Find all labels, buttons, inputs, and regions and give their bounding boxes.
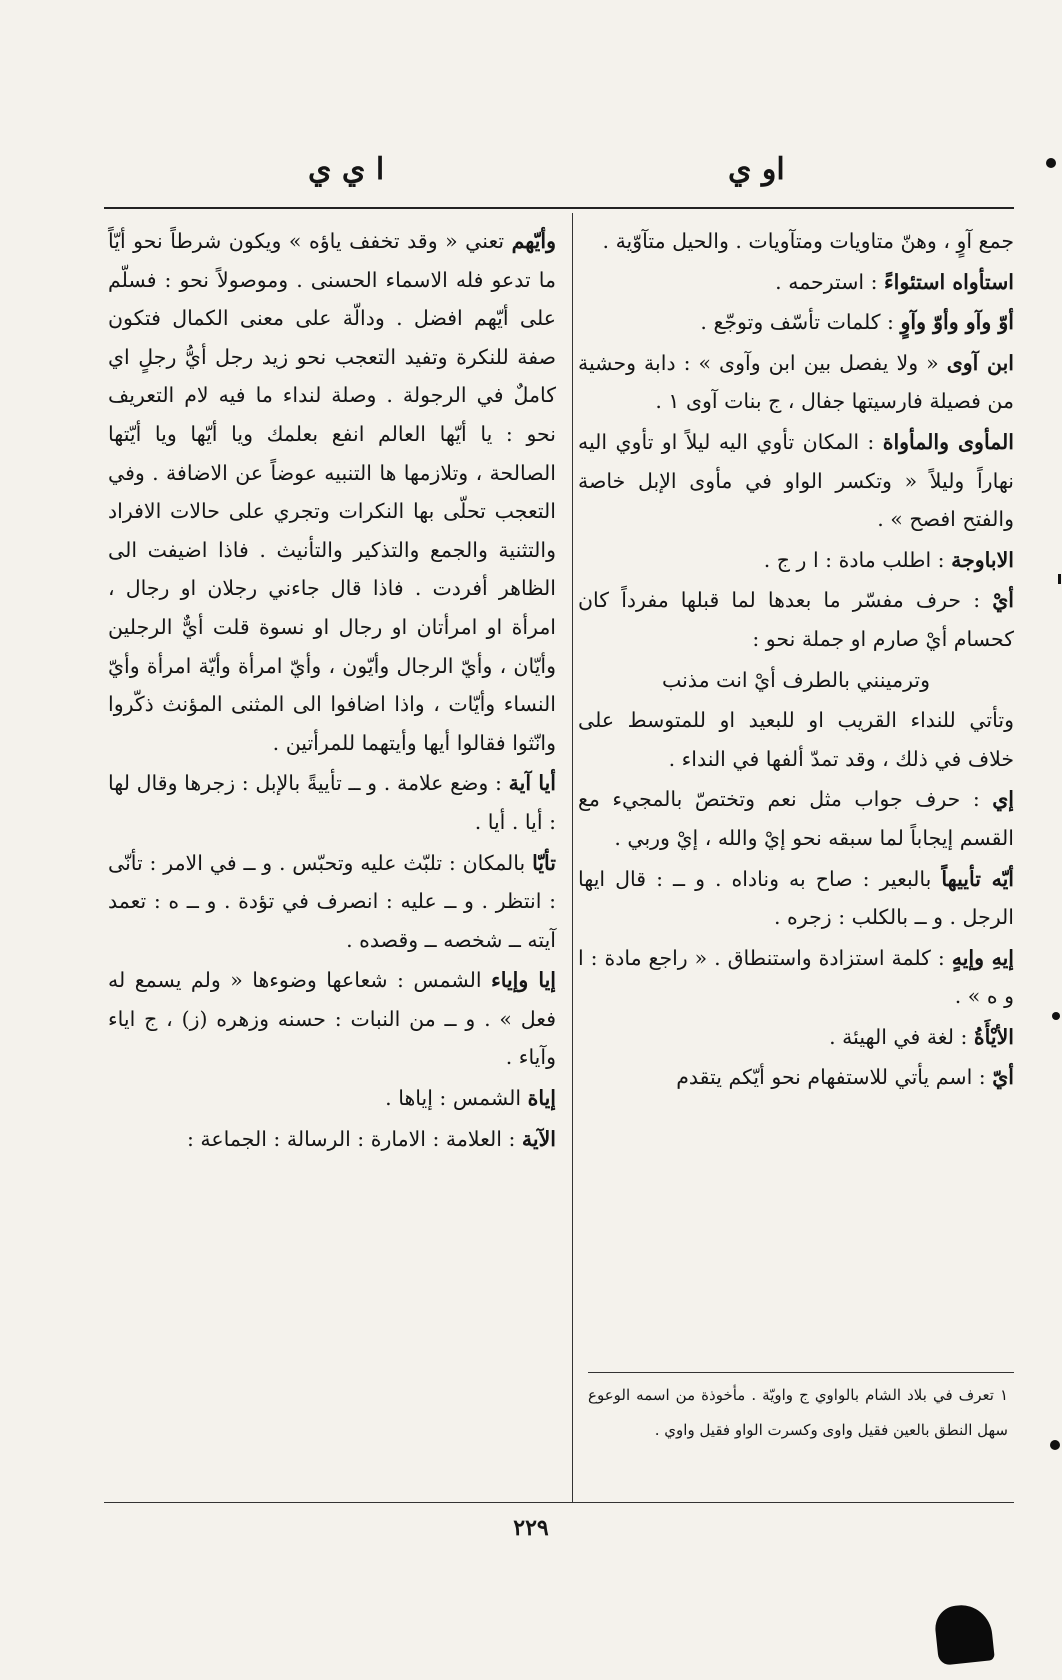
entry xyxy=(578,423,1014,539)
margin-mark xyxy=(1050,1440,1060,1450)
definition: الشمس : إياها . xyxy=(385,1086,522,1111)
definition: : كلمة استزادة واستنطاق . « راجع مادة : ا و ه » . xyxy=(578,945,1014,1009)
headword: وأيّهم xyxy=(511,229,556,253)
headword: أيّه تأييهاً xyxy=(941,866,1014,891)
headword: الأيْأَةُ xyxy=(973,1024,1014,1049)
entry xyxy=(108,844,556,960)
entry xyxy=(108,961,556,1077)
entry xyxy=(108,1120,556,1159)
running-header-right: او ي xyxy=(728,152,785,187)
headword: إي xyxy=(992,787,1014,812)
margin-mark xyxy=(1058,574,1061,584)
headword: الاباوجة xyxy=(951,547,1014,572)
definition: بالبعير : صاح به وناداه . و ــ : قال ايها الرجل . و ــ بالكلب : زجره . xyxy=(578,866,1014,930)
headword: أيا آية xyxy=(508,771,556,796)
column-divider xyxy=(572,213,573,1503)
definition: : كلمات تأسّف وتوجّع . xyxy=(700,310,894,335)
entry xyxy=(578,1018,1014,1057)
definition: وترمينني بالطرف أيْ انت مذنب xyxy=(661,667,931,692)
definition: : لغة في الهيئة . xyxy=(829,1024,968,1049)
entry xyxy=(578,344,1014,421)
definition: : استرحمه . xyxy=(775,269,878,294)
definition: وتأتي للنداء القريب او للبعيد او للمتوسط على خلاف في ذلك ، وقد تمدّ ألفها في النداء . xyxy=(578,708,1014,771)
right-column xyxy=(578,222,1014,1099)
ink-blot xyxy=(933,1602,995,1666)
definition: : حرف جواب مثل نعم وتختصّ بالمجيء مع القسم إيجاباً لما سبقه نحو إيْ والله ، إيْ وربي . xyxy=(578,787,1014,850)
entry xyxy=(578,541,1014,580)
headword: إياة xyxy=(527,1086,556,1111)
footnote: ١ تعرف في بلاد الشام بالواوي ج واويّة . مأخوذة من اسمه الوعوع سهل النطق بالعين فقيل واوى وكسرت الواو فقيل واوي . xyxy=(588,1386,1008,1439)
definition: : العلامة : الامارة : الرسالة : الجماعة : xyxy=(187,1126,516,1151)
left-column xyxy=(108,222,556,1160)
entry xyxy=(108,764,556,841)
definition: : وضع علامة . و ــ تأييةً بالإبل : زجرها وقال لها : أيا . أيا . xyxy=(108,771,556,834)
definition: « ولا يفصل بين ابن وآوى » : دابة وحشية من فصيلة فارسيتها جفال ، ج بنات آوى ١ . xyxy=(578,350,1014,414)
entry xyxy=(578,581,1014,658)
page-number: ٢٢٩ xyxy=(513,1515,549,1541)
entry xyxy=(578,303,1014,342)
entry xyxy=(578,222,1014,261)
headword: ابن آوى xyxy=(946,350,1014,375)
entry xyxy=(578,1058,1014,1097)
entry xyxy=(578,701,1014,778)
definition: : حرف مفسّر ما بعدها لما قبلها مفرداً كان كحسام أيْ صارم او جملة نحو : xyxy=(578,588,1014,651)
definition: : المكان تأوي اليه ليلاً او تأوي اليه نهاراً وليلاً « وتكسر الواو في مأوى الإبل خاصة والفتح افصح » . xyxy=(578,429,1014,532)
entry xyxy=(578,263,1014,302)
entry xyxy=(578,939,1014,1016)
headword: أيْ xyxy=(992,588,1014,613)
entry xyxy=(578,780,1014,857)
margin-mark xyxy=(1046,158,1056,168)
headword: أيّ xyxy=(992,1065,1014,1090)
headword: استأواه استئواءً xyxy=(884,269,1014,294)
headword: أوّ وآو وأوّ وآوٍ xyxy=(900,310,1014,335)
entry xyxy=(108,1079,556,1118)
bottom-rule xyxy=(104,1502,1014,1503)
header-rule xyxy=(104,207,1014,209)
entry xyxy=(578,860,1014,937)
headword: المأوى والمأواة xyxy=(882,429,1014,454)
verse-example xyxy=(578,661,1014,700)
definition: : اطلب مادة : ا ر ج . xyxy=(763,547,945,572)
definition: الشمس : شعاعها وضوءها « ولم يسمع له فعل » . و ــ من النبات : حسنه وزهره (ز) ، ج اياء وآياء . xyxy=(108,968,556,1070)
headword: الآية xyxy=(521,1126,556,1151)
definition: جمع آوٍ ، وهنّ متاويات ومتآويات . والحيل متآوّية . xyxy=(602,229,1014,253)
definition: : اسم يأتي للاستفهام نحو أيّكم يتقدم xyxy=(676,1065,986,1090)
headword: إيهِ وإيهٍ xyxy=(951,945,1014,970)
headword: تأيّا xyxy=(532,850,556,875)
footnote-rule xyxy=(588,1372,1014,1373)
running-header-left: ا ي ي xyxy=(308,152,385,187)
entry xyxy=(108,222,556,762)
definition: بالمكان : تلبّث عليه وتحبّس . و ــ في الامر : تأنّى : انتظر . و ــ عليه : انصرف في تؤدة . و ــ ه : تعمد آيته ــ شخصه ــ وقصده . xyxy=(108,850,556,952)
headword: إيا وإياء xyxy=(491,968,556,993)
margin-mark xyxy=(1052,1012,1060,1020)
definition: تعني « وقد تخفف ياؤه » ويكون شرطاً نحو أيّاً ما تدعو فله الاسماء الحسنى . وموصولاً نحو : فسلّم على أيّهم افضل . ودالّة على معنى الكمال فتكون صفة للنكرة وتفيد التعجب نحو زيد رجل أيُّ رجلٍ اي كاملٌ في الرجولة . وصلة لنداء ما فيه لام التعريف نحو : يا أيّها العالم انفع بعلمك ويا أيّها ويا أيّتها الصالحة ، وتلازمها ها التنبيه عوضاً عن الاضافة . وفي التعجب تحلّى بها النكرات وتجري على حالات الافراد والتثنية والجمع والتذكير والتأنيث . فاذا اضيفت الى الظاهر أفردت . فاذا قال جاءني رجلان او رجال ، امرأة او امرأتان او رجال او نسوة قلت أيٌّ الرجلين وأيّان ، وأيّ الرجال وأيّون ، وأيّ امرأة وأيّة امرأة وأيّ النساء وأيّات ، واذا اضافوا الى المثنى المؤنث ذكّروا وانّثوا فقالوا أيها وأيتهما للمرأتين . xyxy=(108,229,556,755)
